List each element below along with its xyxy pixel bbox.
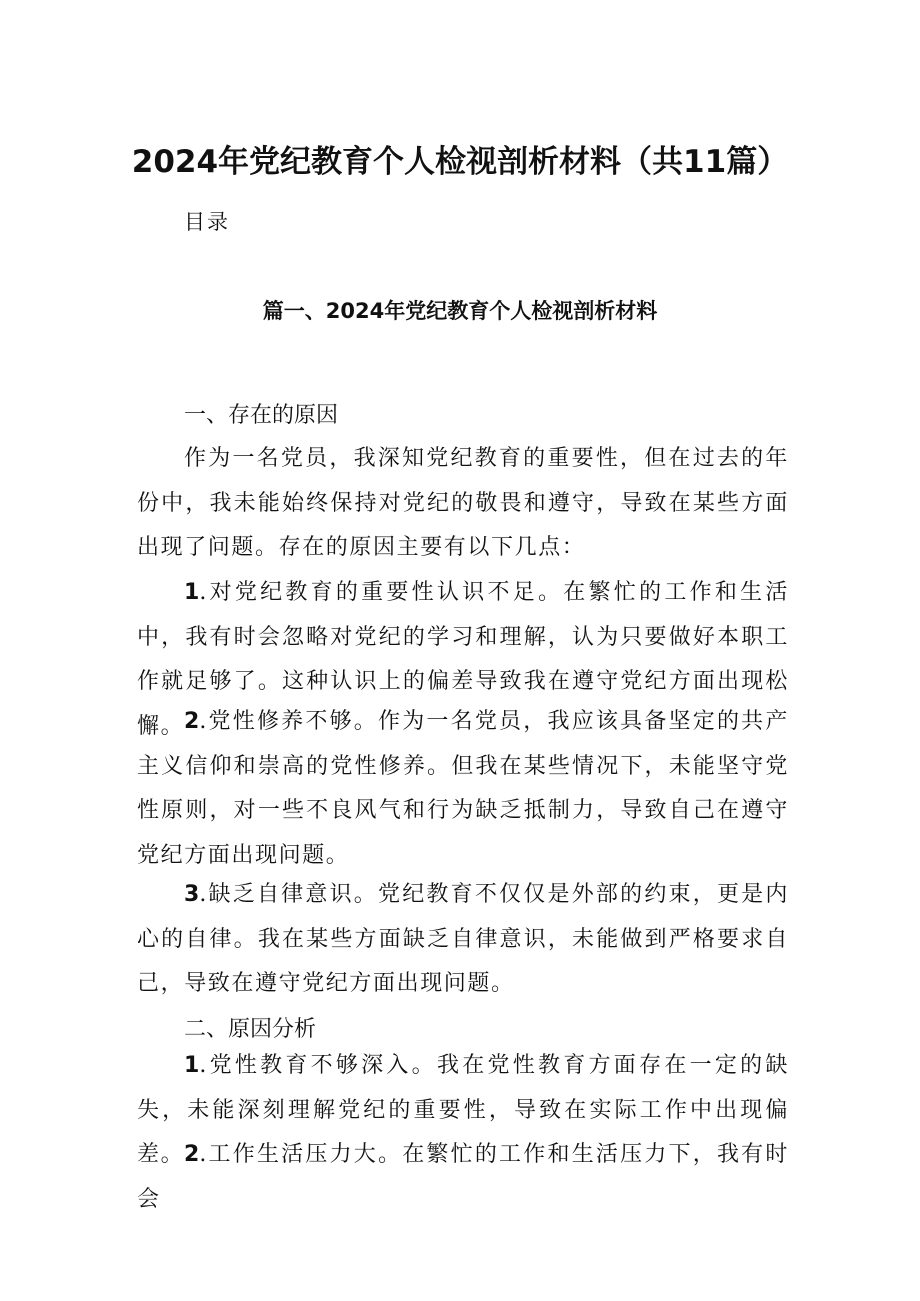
item-number: 1: [184, 1053, 200, 1078]
item-number: 1: [184, 580, 200, 605]
item-number: 2: [184, 1142, 200, 1167]
item-text: .党性教育不够深入。我在党性教育方面存在一定的缺失，未能深刻理解党纪的重要性，导致在实际工作中出现偏差。: [137, 1053, 789, 1168]
list-item: [137, 873, 789, 1007]
list-item: [137, 700, 789, 879]
item-number: 3: [184, 882, 200, 907]
item-text: .对党纪教育的重要性认识不足。在繁忙的工作和生活中，我有时会忽略对党纪的学习和理解，认为只要做好本职工作就足够了。这种认识上的偏差导致我在遵守党纪方面出现松懈。: [137, 580, 789, 740]
list-item: [137, 1133, 789, 1222]
item-number: 2: [184, 709, 200, 734]
toc-label: 目录: [184, 210, 230, 234]
document-title: 2024年党纪教育个人检视剖析材料（共11篇）: [131, 144, 789, 180]
item-text: .党性修养不够。作为一名党员，我应该具备坚定的共产主义信仰和崇高的党性修养。但我在某些情况下，未能坚守党性原则，对一些不良风气和行为缺乏抵制力，导致自己在遵守党纪方面出现问题。: [137, 709, 789, 869]
section-heading: 二、原因分析: [184, 1017, 317, 1042]
item-text: .工作生活压力大。在繁忙的工作和生活压力下，我有时会: [137, 1142, 789, 1212]
chapter-title: 篇一、2024年党纪教育个人检视剖析材料: [262, 299, 658, 323]
paragraph-intro: 作为一名党员，我深知党纪教育的重要性，但在过去的年份中，我未能始终保持对党纪的敬畏和遵守，导致在某些方面出现了问题。存在的原因主要有以下几点：: [137, 446, 789, 561]
item-text: .缺乏自律意识。党纪教育不仅仅是外部的约束，更是内心的自律。我在某些方面缺乏自律意识，未能做到严格要求自己，导致在遵守党纪方面出现问题。: [137, 882, 789, 997]
section-heading: 一、存在的原因: [184, 403, 339, 428]
